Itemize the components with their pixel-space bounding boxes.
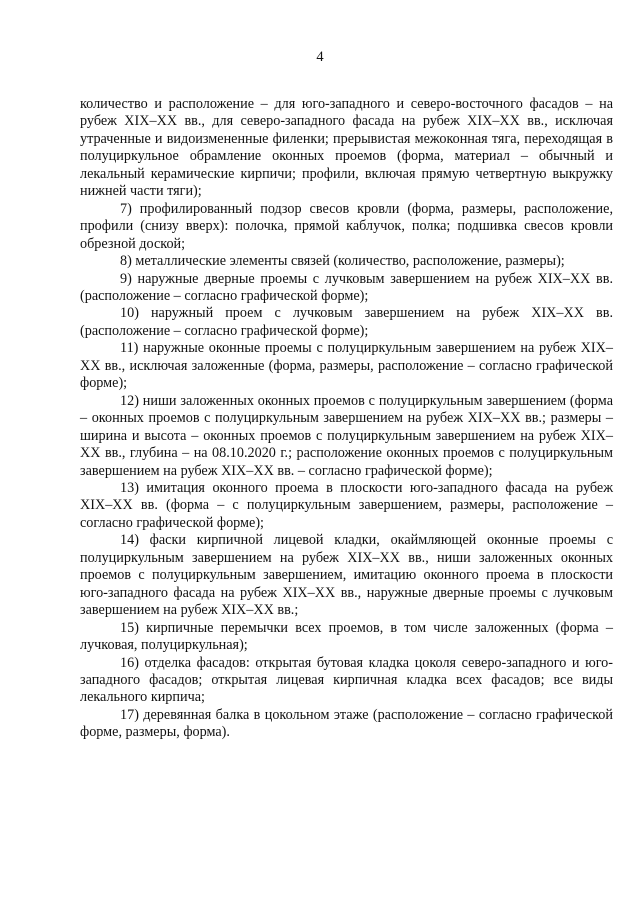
paragraph-item-15: 15) кирпичные перемычки всех проемов, в том числе заложенных (форма – лучковая, полуциркульная); — [80, 619, 613, 654]
paragraph-item-12: 12) ниши заложенных оконных проемов с полуциркульным завершением (форма – оконных проемов с полуциркульным завершением на рубеж XIX–XX вв.; размеры – ширина и высота – оконных проемов с полуциркульным завершением на рубеж XIX–XX вв., глубина – на 08.10.2020 г.; расположение оконных проемов с полуциркульным завершением на рубеж XIX–XX вв. – согласно графической форме); — [80, 392, 613, 479]
document-body — [80, 96, 613, 742]
paragraph-item-13: 13) имитация оконного проема в плоскости юго-западного фасада на рубеж XIX–XX вв. (форма – с полуциркульным завершением, размеры, расположение – согласно графической форме); — [80, 479, 613, 531]
paragraph-item-17: 17) деревянная балка в цокольном этаже (расположение – согласно графической форме, размеры, форма). — [80, 706, 613, 741]
paragraph-item-8: 8) металлические элементы связей (количество, расположение, размеры); — [120, 253, 565, 270]
paragraph-item-10: 10) наружный проем с лучковым завершением на рубеж XIX–XX вв. (расположение – согласно графической форме); — [80, 305, 613, 339]
paragraph-item-11: 11) наружные оконные проемы с полуциркульным завершением на рубеж XIX–XX вв., исключая заложенные (форма, размеры, расположение – согласно графической форме); — [80, 340, 613, 392]
paragraph-item-7: 7) профилированный подзор свесов кровли (форма, размеры, расположение, профили (снизу вверх): полочка, прямой каблучок, полка; подшивка свесов кровли обрезной доской; — [80, 200, 613, 252]
paragraph-item-9: 9) наружные дверные проемы с лучковым завершением на рубеж XIX–XX вв. (расположение – согласно графической форме); — [80, 270, 613, 304]
paragraph-item-14: 14) фаски кирпичной лицевой кладки, окаймляющей оконные проемы с полуциркульным завершением на рубеж XIX–XX вв., ниши заложенных оконных проемов с полуциркульным завершением, имитацию оконного проема в плоскости юго-западного фасада на рубеж XIX–XX вв., наружные дверные проемы с лучковым завершением на рубеж XIX–XX вв.; — [80, 532, 613, 619]
paragraph-continuation: количество и расположение – для юго-западного и северо-восточного фасадов – на рубеж XIX–XX вв., для северо-западного фасада на рубеж XIX–XX вв., исключая утраченные и видоизмененные филенки; прерывистая межоконная тяга, переходящая в полуциркульное обрамление оконных проемов (форма, материал – обычный и лекальный керамические кирпичи; профили, включая прямую четвертную выкружку нижней части тяги); — [80, 96, 613, 200]
paragraph-item-16: 16) отделка фасадов: открытая бутовая кладка цоколя северо-западного и юго-западного фасадов; открытая лицевая кирпичная кладка всех фасадов; все виды лекального кирпича; — [80, 654, 613, 706]
page-number: 4 — [316, 49, 324, 65]
